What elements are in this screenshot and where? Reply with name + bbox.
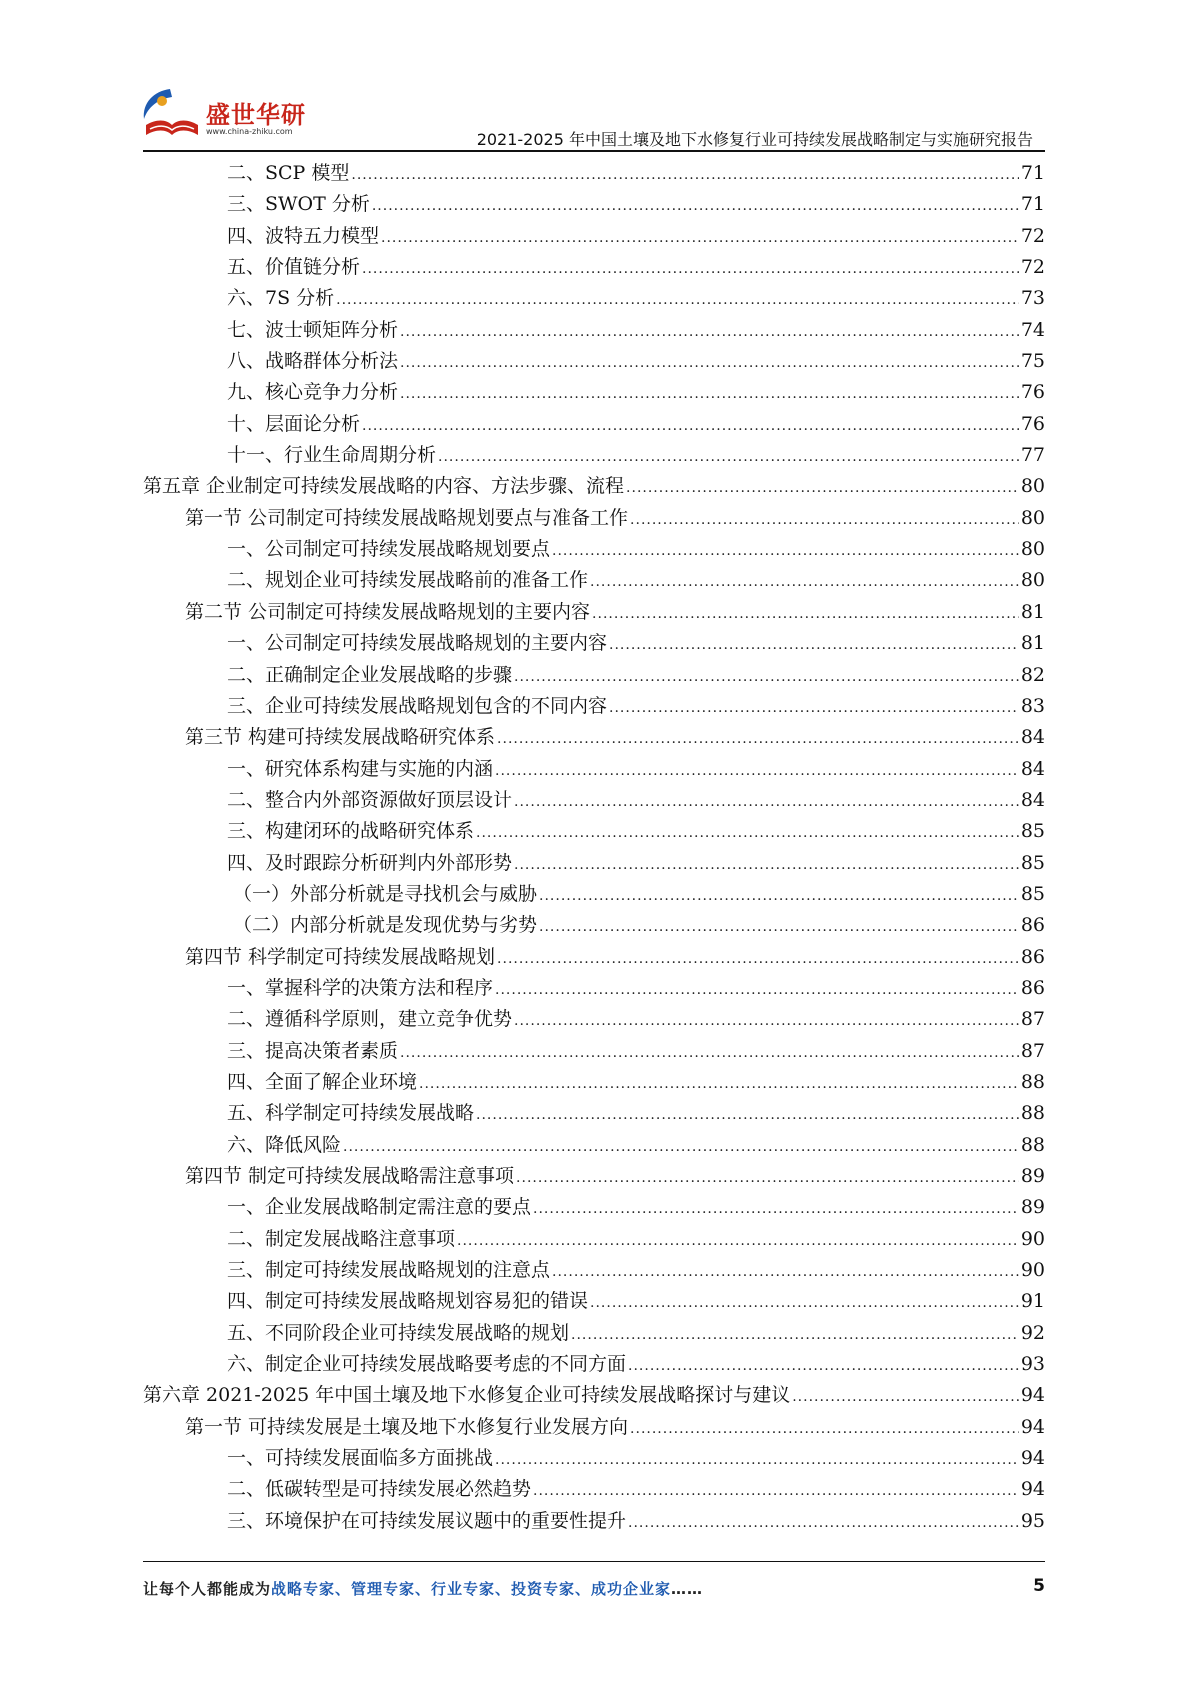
toc-entry-page: 88 xyxy=(1020,1102,1045,1125)
toc-entry[interactable] xyxy=(143,565,1045,596)
toc-entry-page: 75 xyxy=(1020,350,1045,373)
toc-dot-leader xyxy=(514,662,1019,693)
toc-entry[interactable] xyxy=(143,1192,1045,1223)
logo-name: 盛世华研 xyxy=(206,101,306,129)
toc-dot-leader xyxy=(630,505,1019,536)
toc-dot-leader xyxy=(400,379,1019,410)
toc-entry[interactable] xyxy=(143,1004,1045,1035)
toc-entry-page: 90 xyxy=(1020,1259,1045,1282)
toc-entry-title: 第二节 公司制定可持续发展战略规划的主要内容 xyxy=(185,600,591,623)
toc-entry-title: 一、掌握科学的决策方法和程序 xyxy=(227,976,494,999)
company-logo xyxy=(140,85,340,145)
toc-dot-leader xyxy=(497,724,1019,755)
toc-entry[interactable] xyxy=(143,722,1045,753)
toc-dot-leader xyxy=(372,191,1019,222)
toc-dot-leader xyxy=(626,473,1019,504)
toc-entry-title: （一）外部分析就是寻找机会与威胁 xyxy=(233,882,538,905)
toc-entry-page: 89 xyxy=(1020,1165,1045,1187)
toc-entry-title: 一、公司制定可持续发展战略规划的主要内容 xyxy=(227,632,608,655)
toc-entry[interactable] xyxy=(143,158,1045,189)
toc-dot-leader xyxy=(343,1132,1019,1163)
toc-entry-page: 80 xyxy=(1020,475,1045,498)
toc-dot-leader xyxy=(362,254,1019,285)
toc-entry[interactable] xyxy=(143,754,1045,785)
toc-entry-page: 82 xyxy=(1020,663,1045,686)
toc-entry-title: 二、SCP 模型 xyxy=(227,162,350,184)
toc-entry-title: 五、不同阶段企业可持续发展战略的规划 xyxy=(227,1321,570,1344)
toc-entry-page: 94 xyxy=(1020,1415,1045,1438)
toc-entry-title: 七、波士顿矩阵分析 xyxy=(227,318,399,341)
toc-dot-leader xyxy=(497,944,1019,975)
toc-entry[interactable] xyxy=(143,283,1045,314)
toc-entry[interactable] xyxy=(143,440,1045,471)
toc-entry[interactable] xyxy=(143,910,1045,941)
toc-entry-title: 三、环境保护在可持续发展议题中的重要性提升 xyxy=(227,1509,627,1532)
toc-entry-page: 94 xyxy=(1020,1478,1045,1501)
toc-dot-leader xyxy=(400,1038,1019,1069)
toc-entry-title: 二、正确制定企业发展战略的步骤 xyxy=(227,663,513,686)
toc-dot-leader xyxy=(516,1163,1019,1194)
footer-prefix: 让每个人都能成为 xyxy=(143,1580,272,1598)
toc-entry-title: 三、SWOT 分析 xyxy=(227,193,370,216)
toc-dot-leader xyxy=(628,1508,1019,1539)
toc-entry[interactable] xyxy=(143,816,1045,847)
toc-entry-title: 九、核心竞争力分析 xyxy=(227,381,399,404)
toc-dot-leader xyxy=(438,442,1019,473)
toc-entry-title: 第六章 2021-2025 年中国土壤及地下水修复企业可持续发展战略探讨与建议 xyxy=(143,1384,791,1407)
toc-entry[interactable] xyxy=(143,597,1045,628)
toc-dot-leader xyxy=(514,850,1019,881)
toc-entry[interactable] xyxy=(143,315,1045,346)
toc-dot-leader xyxy=(590,1288,1019,1319)
toc-entry-title: 第四节 科学制定可持续发展战略规划 xyxy=(185,945,496,968)
toc-entry-title: 三、构建闭环的战略研究体系 xyxy=(227,820,475,843)
toc-dot-leader xyxy=(533,1194,1019,1225)
toc-entry[interactable] xyxy=(143,660,1045,691)
toc-entry-page: 94 xyxy=(1020,1384,1045,1407)
toc-entry[interactable] xyxy=(143,1286,1045,1317)
footer-divider xyxy=(143,1561,1045,1562)
toc-entry[interactable] xyxy=(143,221,1045,252)
toc-entry-title: 四、全面了解企业环境 xyxy=(227,1070,418,1093)
toc-entry-page: 86 xyxy=(1020,976,1045,999)
toc-entry[interactable] xyxy=(143,848,1045,879)
page-header xyxy=(0,0,1191,150)
toc-entry[interactable] xyxy=(143,1443,1045,1474)
toc-entry-page: 92 xyxy=(1020,1321,1045,1344)
toc-entry[interactable] xyxy=(143,409,1045,440)
toc-dot-leader xyxy=(609,630,1019,661)
toc-entry[interactable] xyxy=(143,691,1045,722)
toc-entry-page: 86 xyxy=(1020,945,1045,968)
toc-entry-title: 二、规划企业可持续发展战略前的准备工作 xyxy=(227,569,589,592)
toc-entry-page: 72 xyxy=(1020,224,1045,247)
toc-entry[interactable] xyxy=(143,189,1045,220)
toc-entry[interactable] xyxy=(143,1412,1045,1443)
toc-entry-page: 90 xyxy=(1020,1227,1045,1250)
toc-entry[interactable] xyxy=(143,1474,1045,1505)
toc-entry-title: 三、提高决策者素质 xyxy=(227,1039,399,1062)
toc-entry-page: 80 xyxy=(1020,538,1045,561)
toc-entry-title: 六、降低风险 xyxy=(227,1133,342,1156)
toc-entry-page: 80 xyxy=(1020,569,1045,592)
toc-entry-page: 89 xyxy=(1020,1196,1045,1219)
toc-entry[interactable] xyxy=(143,1224,1045,1255)
toc-entry-title: 二、整合内外部资源做好顶层设计 xyxy=(227,788,513,811)
report-title: 2021-2025 年中国土壤及地下水修复行业可持续发展战略制定与实施研究报告 xyxy=(476,130,1033,149)
toc-entry[interactable] xyxy=(143,1130,1045,1161)
toc-dot-leader xyxy=(628,1351,1019,1382)
toc-entry-page: 71 xyxy=(1020,162,1045,184)
toc-dot-leader xyxy=(590,567,1019,598)
toc-entry-title: 三、企业可持续发展战略规划包含的不同内容 xyxy=(227,694,608,717)
toc-dot-leader xyxy=(495,975,1019,1006)
toc-entry-page: 84 xyxy=(1020,726,1045,749)
toc-entry-title: 二、遵循科学原则，建立竞争优势 xyxy=(227,1008,513,1031)
toc-entry[interactable] xyxy=(143,1318,1045,1349)
toc-dot-leader xyxy=(362,411,1019,442)
toc-entry-page: 84 xyxy=(1020,757,1045,780)
toc-entry-page: 95 xyxy=(1020,1509,1045,1532)
toc-entry-title: 一、研究体系构建与实施的内涵 xyxy=(227,757,494,780)
toc-entry-title: 第一节 可持续发展是土壤及地下水修复行业发展方向 xyxy=(185,1415,629,1438)
toc-dot-leader xyxy=(609,693,1019,724)
toc-entry-title: 一、企业发展战略制定需注意的要点 xyxy=(227,1196,532,1219)
footer-suffix: …… xyxy=(671,1580,704,1598)
toc-dot-leader xyxy=(539,881,1019,912)
toc-dot-leader xyxy=(552,1257,1019,1288)
toc-entry-title: 第四节 制定可持续发展战略需注意事项 xyxy=(185,1165,515,1187)
toc-dot-leader xyxy=(476,818,1019,849)
toc-entry-page: 80 xyxy=(1020,506,1045,529)
toc-entry-title: 三、制定可持续发展战略规划的注意点 xyxy=(227,1259,551,1282)
toc-entry[interactable] xyxy=(143,346,1045,377)
toc-entry-page: 83 xyxy=(1020,694,1045,717)
toc-dot-leader xyxy=(514,787,1019,818)
toc-entry-page: 71 xyxy=(1020,193,1045,216)
toc-dot-leader xyxy=(592,599,1019,630)
toc-entry-title: 八、战略群体分析法 xyxy=(227,350,399,373)
book-swoosh-icon xyxy=(140,85,204,145)
toc-dot-leader xyxy=(552,536,1019,567)
toc-entry[interactable] xyxy=(143,973,1045,1004)
toc-entry-page: 88 xyxy=(1020,1133,1045,1156)
toc-entry-page: 72 xyxy=(1020,256,1045,279)
toc-entry[interactable] xyxy=(143,1349,1045,1380)
toc-dot-leader xyxy=(400,317,1019,348)
toc-entry-title: 十、层面论分析 xyxy=(227,412,361,435)
toc-entry[interactable] xyxy=(143,534,1045,565)
toc-entry[interactable] xyxy=(143,1380,1045,1411)
page-number: 5 xyxy=(1033,1576,1045,1596)
toc-entry-title: 四、波特五力模型 xyxy=(227,224,380,247)
toc-entry-title: 五、价值链分析 xyxy=(227,256,361,279)
toc-entry[interactable] xyxy=(143,942,1045,973)
toc-entry-title: 六、7S 分析 xyxy=(227,287,335,310)
toc-entry[interactable] xyxy=(143,503,1045,534)
toc-dot-leader xyxy=(336,285,1019,316)
toc-entry-page: 88 xyxy=(1020,1070,1045,1093)
footer-highlight: 战略专家、管理专家、行业专家、投资专家、成功企业家 xyxy=(271,1580,672,1598)
toc-entry-title: 二、低碳转型是可持续发展必然趋势 xyxy=(227,1478,532,1501)
toc-entry-page: 85 xyxy=(1020,882,1045,905)
toc-entry-page: 85 xyxy=(1020,851,1045,874)
toc-entry-title: 第一节 公司制定可持续发展战略规划要点与准备工作 xyxy=(185,506,629,529)
toc-entry[interactable] xyxy=(143,1506,1045,1537)
toc-entry[interactable] xyxy=(143,879,1045,910)
toc-entry-title: 四、及时跟踪分析研判内外部形势 xyxy=(227,851,513,874)
toc-dot-leader xyxy=(351,160,1018,191)
toc-dot-leader xyxy=(533,1476,1019,1507)
toc-entry[interactable] xyxy=(143,252,1045,283)
toc-entry[interactable] xyxy=(143,785,1045,816)
toc-entry-page: 76 xyxy=(1020,412,1045,435)
toc-entry-title: 二、制定发展战略注意事项 xyxy=(227,1227,456,1250)
table-of-contents xyxy=(143,158,1045,1537)
toc-dot-leader xyxy=(495,756,1019,787)
toc-entry-title: 第五章 企业制定可持续发展战略的内容、方法步骤、流程 xyxy=(143,475,625,498)
toc-entry-page: 86 xyxy=(1020,914,1045,937)
toc-dot-leader xyxy=(457,1226,1019,1257)
toc-entry[interactable] xyxy=(143,1098,1045,1129)
toc-dot-leader xyxy=(792,1382,1019,1413)
toc-entry-page: 77 xyxy=(1020,444,1045,467)
toc-entry-page: 85 xyxy=(1020,820,1045,843)
toc-entry-title: 十一、行业生命周期分析 xyxy=(227,444,437,467)
toc-entry[interactable] xyxy=(143,1255,1045,1286)
toc-entry-page: 91 xyxy=(1020,1290,1045,1313)
toc-entry-page: 87 xyxy=(1020,1008,1045,1031)
toc-entry-page: 73 xyxy=(1020,287,1045,310)
toc-entry-title: 一、可持续发展面临多方面挑战 xyxy=(227,1447,494,1470)
toc-dot-leader xyxy=(419,1069,1019,1100)
toc-entry-page: 81 xyxy=(1020,600,1045,623)
toc-dot-leader xyxy=(476,1100,1019,1131)
toc-entry[interactable] xyxy=(143,1161,1045,1192)
toc-dot-leader xyxy=(495,1445,1019,1476)
toc-dot-leader xyxy=(514,1006,1019,1037)
header-divider xyxy=(143,150,1045,152)
toc-entry[interactable] xyxy=(143,1067,1045,1098)
toc-entry-title: 一、公司制定可持续发展战略规划要点 xyxy=(227,538,551,561)
toc-dot-leader xyxy=(630,1414,1019,1445)
toc-entry-title: 第三节 构建可持续发展战略研究体系 xyxy=(185,726,496,749)
toc-entry[interactable] xyxy=(143,377,1045,408)
toc-entry-page: 93 xyxy=(1020,1353,1045,1376)
toc-entry-page: 84 xyxy=(1020,788,1045,811)
toc-entry[interactable] xyxy=(143,471,1045,502)
toc-entry[interactable] xyxy=(143,1036,1045,1067)
toc-dot-leader xyxy=(571,1320,1019,1351)
toc-entry-title: （二）内部分析就是发现优势与劣势 xyxy=(233,914,538,937)
toc-entry-page: 94 xyxy=(1020,1447,1045,1470)
toc-entry-title: 五、科学制定可持续发展战略 xyxy=(227,1102,475,1125)
toc-entry-title: 四、制定可持续发展战略规划容易犯的错误 xyxy=(227,1290,589,1313)
toc-entry-page: 74 xyxy=(1020,318,1045,341)
toc-dot-leader xyxy=(400,348,1019,379)
toc-entry-page: 76 xyxy=(1020,381,1045,404)
logo-url: www.china-zhiku.com xyxy=(206,127,293,136)
toc-dot-leader xyxy=(539,912,1019,943)
toc-entry[interactable] xyxy=(143,628,1045,659)
toc-entry-page: 81 xyxy=(1020,632,1045,655)
footer-slogan xyxy=(143,1578,703,1599)
toc-entry-page: 87 xyxy=(1020,1039,1045,1062)
toc-dot-leader xyxy=(381,223,1019,254)
toc-entry-title: 六、制定企业可持续发展战略要考虑的不同方面 xyxy=(227,1353,627,1376)
